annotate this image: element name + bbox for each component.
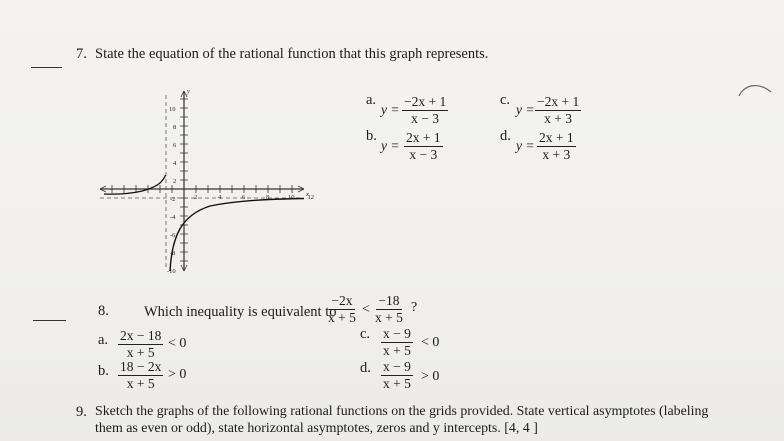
q8-option-a-fraction — [118, 329, 163, 360]
q8-rhs-fraction — [373, 294, 405, 325]
q8-option-c-den: x + 5 — [383, 343, 411, 358]
svg-text:6: 6 — [173, 142, 177, 149]
answer-blank-q7[interactable] — [31, 67, 62, 68]
q7-prompt: State the equation of the rational function that this graph represents. — [95, 46, 489, 62]
q7-option-a-fraction — [402, 95, 448, 126]
q7-option-a-y: y = — [381, 102, 400, 117]
q8-option-d-label[interactable]: d. — [360, 360, 371, 376]
q7-number: 7. — [76, 46, 87, 62]
svg-text:4: 4 — [173, 160, 177, 167]
x-tick-4: 4 — [218, 194, 222, 201]
q7-option-a-den: x − 3 — [411, 111, 440, 126]
q8-option-b-num: 18 − 2x — [120, 359, 162, 374]
x-tick-12: 12 — [307, 194, 314, 201]
q8-option-c-fraction — [381, 327, 413, 358]
q7-option-d-fraction — [537, 131, 576, 162]
q8-option-c-rel: < 0 — [421, 335, 440, 350]
q8-question-mark: ? — [411, 300, 418, 315]
x-tick-10: 10 — [288, 194, 295, 201]
svg-text:y: y — [187, 88, 190, 95]
svg-text:-8: -8 — [170, 250, 176, 257]
svg-text:10: 10 — [169, 106, 176, 113]
answer-blank-q8[interactable] — [33, 320, 66, 321]
q8-option-b-rel: > 0 — [168, 367, 187, 382]
q7-option-c-num: −2x + 1 — [537, 94, 580, 109]
q8-option-a-den: x + 5 — [126, 345, 155, 360]
q8-lhs-num: −2x — [331, 293, 353, 308]
q7-option-c-fraction — [535, 95, 581, 126]
svg-text:8: 8 — [173, 124, 177, 131]
q7-option-d-num: 2x + 1 — [539, 130, 574, 145]
q8-relation: < — [362, 302, 370, 317]
q8-option-b-den: x + 5 — [126, 376, 155, 391]
svg-text:2: 2 — [173, 178, 177, 185]
q7-option-c-y: y = — [516, 102, 535, 117]
q8-option-a-rel: < 0 — [168, 336, 187, 351]
q8-option-d-den: x + 5 — [383, 376, 411, 391]
x-tick-2: 2 — [194, 194, 198, 201]
q7-option-c-label[interactable]: c. — [500, 92, 511, 108]
q8-rhs-den: x + 5 — [375, 310, 403, 325]
q7-option-b-y: y = — [381, 138, 400, 153]
svg-text:-6: -6 — [170, 232, 176, 239]
q7-option-b-fraction — [404, 131, 443, 162]
q8-option-a-num: 2x − 18 — [120, 328, 162, 343]
q7-option-b-num: 2x + 1 — [406, 130, 441, 145]
q7-option-c-den: x + 3 — [544, 111, 573, 126]
q7-option-d-den: x + 3 — [542, 147, 571, 162]
q7-option-d-y: y = — [516, 138, 535, 153]
x-tick-6: 6 — [242, 194, 246, 201]
q8-number: 8. — [98, 303, 109, 319]
q7-option-b-label[interactable]: b. — [366, 128, 377, 144]
x-tick-8: 8 — [266, 194, 270, 201]
q8-prompt: Which inequality is equivalent to — [144, 304, 337, 320]
page-curl-shape — [735, 78, 775, 100]
q8-option-b-fraction — [118, 360, 163, 391]
svg-text:-2: -2 — [170, 196, 176, 203]
q7-option-a-label[interactable]: a. — [366, 92, 377, 108]
q8-option-c-label[interactable]: c. — [360, 326, 371, 342]
q8-rhs-num: −18 — [378, 293, 400, 308]
q7-option-d-label[interactable]: d. — [500, 128, 511, 144]
q8-lhs-den: x + 5 — [328, 310, 356, 325]
q8-option-c-num: x − 9 — [383, 326, 411, 341]
rational-function-graph — [90, 85, 315, 277]
q8-option-d-fraction — [381, 360, 413, 391]
svg-text:-10: -10 — [167, 268, 176, 275]
svg-text:-4: -4 — [170, 214, 176, 221]
q9-number: 9. — [76, 404, 87, 420]
q8-option-d-num: x − 9 — [383, 359, 411, 374]
q8-option-d-rel: > 0 — [421, 369, 440, 384]
q9-text-line1: Sketch the graphs of the following rational functions on the grids provided. State vertical asymptotes (labeling — [95, 404, 709, 419]
q8-option-a-label[interactable]: a. — [98, 332, 109, 348]
q7-option-a-num: −2x + 1 — [404, 94, 447, 109]
svg-text:x: x — [306, 191, 309, 198]
q8-option-b-label[interactable]: b. — [98, 363, 109, 379]
q7-option-b-den: x − 3 — [409, 147, 438, 162]
q8-lhs-fraction — [326, 294, 358, 325]
q9-text-line2: them as even or odd), state horizontal asymptotes, zeros and y intercepts. [4, 4 ] — [95, 421, 538, 436]
